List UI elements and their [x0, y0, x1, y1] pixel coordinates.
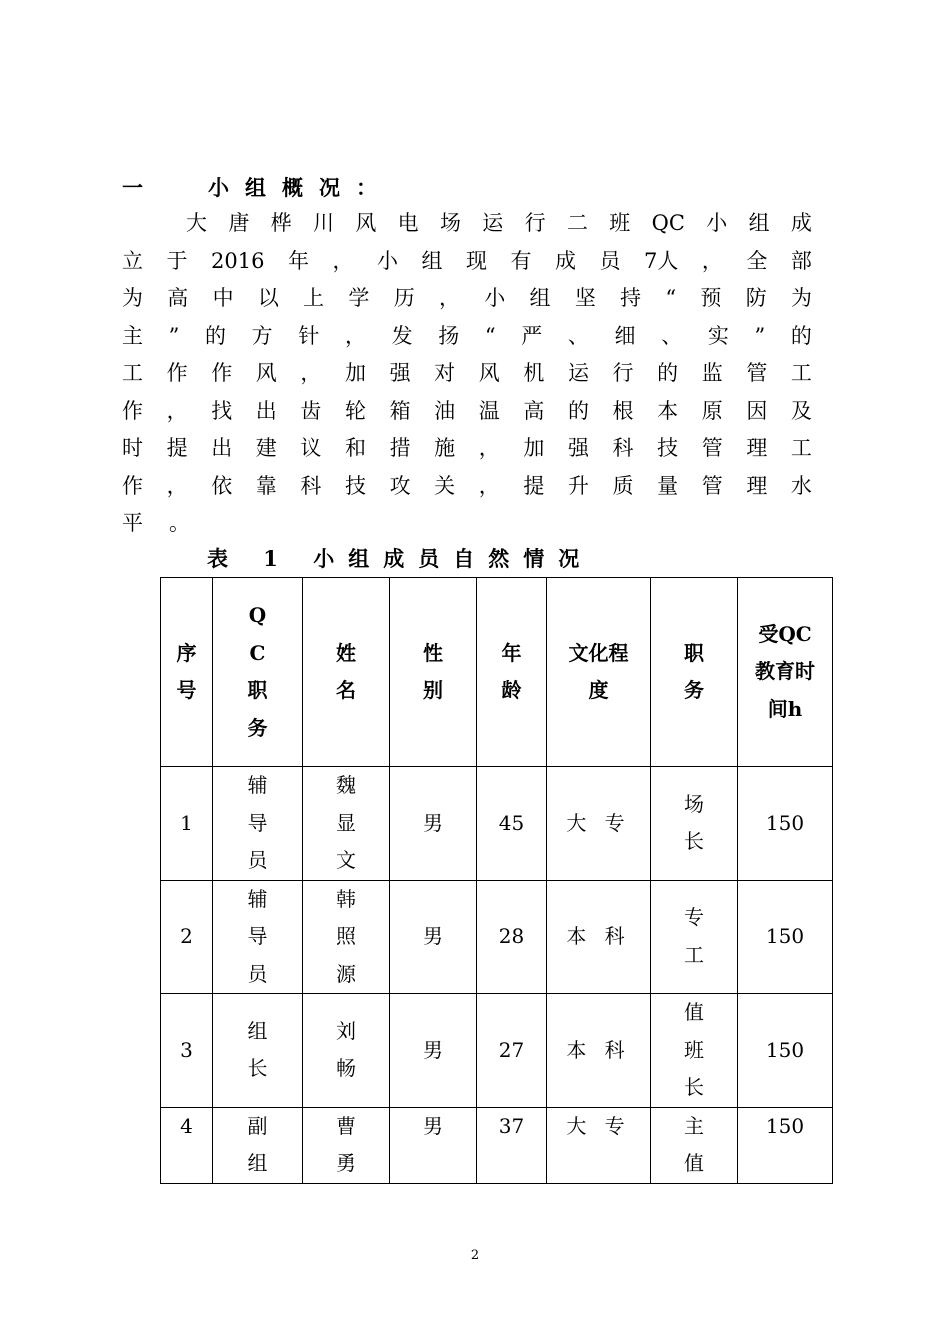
paragraph-token: 量 [657, 473, 679, 498]
paragraph-token: 作 [122, 473, 143, 498]
paragraph-token: 有 [510, 248, 532, 273]
paragraph-token: 年 [287, 248, 309, 273]
paragraph-token: 预 [700, 286, 722, 310]
paragraph-token: 2016 [211, 248, 265, 273]
table-cell [477, 1107, 547, 1183]
paragraph-token: 机 [523, 361, 545, 385]
paragraph-token: 桦 [270, 211, 292, 235]
cell-value: 魏显文 [336, 773, 356, 872]
paragraph-token: 行 [612, 361, 634, 385]
table-cell [477, 994, 547, 1108]
table-row [161, 994, 833, 1108]
paragraph-token: ， [344, 323, 366, 348]
paragraph-token: 齿 [300, 398, 322, 423]
table-cell [547, 767, 651, 881]
paragraph-token: 中 [212, 286, 234, 310]
header-label: QC职务 [247, 603, 268, 740]
paragraph-line [122, 468, 812, 506]
paragraph-token: 加 [523, 436, 545, 460]
paragraph-token: 班 [609, 211, 631, 235]
table-cell [547, 994, 651, 1108]
paragraph-token: 关 [434, 473, 456, 498]
cell-value: 辅导员 [247, 773, 268, 872]
paragraph-token: 大 [186, 211, 207, 235]
table-header-row [161, 578, 833, 767]
table-cell [738, 994, 833, 1108]
table-cell [161, 767, 213, 881]
paragraph-token: 以 [257, 286, 279, 310]
table-header-cell [738, 578, 833, 767]
paragraph-token: ， [300, 361, 322, 385]
paragraph-token: 细 [614, 323, 636, 348]
paragraph-token: 组 [748, 211, 770, 235]
paragraph-token: 强 [389, 361, 411, 385]
cell-value: 值班长 [684, 1000, 704, 1099]
paragraph-token: 针 [298, 323, 320, 348]
paragraph-token: 技 [657, 436, 679, 460]
paragraph-token: 风 [355, 211, 377, 235]
table-cell [390, 1107, 477, 1183]
paragraph-token: 川 [312, 211, 334, 235]
paragraph-token: 坚 [574, 286, 596, 310]
paragraph-token: QC [651, 211, 685, 235]
paragraph-token: 为 [122, 286, 143, 310]
cell-value: 大 专 [566, 1113, 631, 1138]
cell-value: 3 [180, 1037, 193, 1062]
cell-value: 刘畅 [336, 1018, 356, 1081]
paragraph-token: 上 [303, 286, 325, 310]
paragraph-line [122, 205, 812, 243]
header-label: 年龄 [501, 640, 522, 702]
table-cell [303, 767, 390, 881]
cell-value: 组长 [247, 1018, 268, 1081]
paragraph-token: 监 [701, 361, 723, 385]
table-row [161, 1107, 833, 1183]
header-label: 性别 [423, 640, 443, 702]
paragraph-token: 学 [348, 286, 370, 310]
paragraph-token: 提 [523, 473, 545, 498]
paragraph-token: 提 [166, 436, 188, 460]
paragraph-token: ， [332, 248, 354, 273]
cell-value: 本 科 [566, 1037, 631, 1062]
paragraph-token: 全 [746, 248, 768, 273]
members-table [160, 577, 833, 1184]
paragraph-line [122, 393, 812, 431]
paragraph-token: 的 [657, 361, 679, 385]
paragraph-token: 严 [521, 323, 543, 348]
table-cell [738, 880, 833, 994]
table-cell [651, 1107, 738, 1183]
cell-value: 150 [765, 810, 805, 835]
cell-value: 曹勇 [336, 1113, 356, 1175]
paragraph-token: 主 [122, 323, 143, 348]
paragraph-token: 箱 [389, 398, 411, 423]
cell-value: 37 [498, 1113, 525, 1138]
cell-value: 本 科 [566, 924, 631, 948]
table-cell [477, 880, 547, 994]
paragraph-token: 运 [567, 361, 589, 385]
paragraph-line [122, 318, 812, 356]
cell-value: 男 [423, 810, 443, 835]
paragraph-token: 科 [612, 436, 634, 460]
paragraph-token: 二 [566, 211, 588, 235]
paragraph-token: 于 [166, 248, 188, 273]
table-cell [161, 880, 213, 994]
table-cell [390, 994, 477, 1108]
cell-value: 28 [498, 924, 525, 948]
paragraph-token: 作 [166, 361, 188, 385]
paragraph-line [122, 280, 812, 318]
intro-paragraph [122, 205, 812, 543]
table-cell [651, 880, 738, 994]
table-row [161, 880, 833, 994]
paragraph-token: 理 [746, 473, 768, 498]
paragraph-token: 。 [169, 511, 190, 535]
header-label: 序号 [176, 640, 197, 702]
section-title: 小组概况： [208, 175, 393, 200]
paragraph-token: 管 [701, 473, 723, 498]
paragraph-token: 场 [439, 211, 461, 235]
table-cell [213, 1107, 303, 1183]
paragraph-token: 成 [554, 248, 576, 273]
header-label: 文化程度 [568, 640, 629, 702]
paragraph-token: 管 [701, 436, 723, 460]
cell-value: 副组 [247, 1113, 268, 1175]
paragraph-token: 的 [205, 323, 227, 348]
paragraph-token: 议 [300, 436, 322, 460]
paragraph-token: 加 [344, 361, 366, 385]
paragraph-token: 防 [745, 286, 767, 310]
page-number: 2 [470, 1248, 480, 1263]
paragraph-token: 立 [122, 248, 143, 273]
paragraph-token: 小 [484, 286, 506, 310]
paragraph-token: 施 [434, 436, 456, 460]
paragraph-token: 、 [661, 323, 683, 348]
paragraph-token: 科 [300, 473, 322, 498]
table-header-cell [651, 578, 738, 767]
paragraph-token: ， [166, 473, 188, 498]
table-header-cell [161, 578, 213, 767]
section-heading [122, 172, 393, 202]
cell-value: 男 [423, 924, 443, 948]
table-cell [303, 880, 390, 994]
paragraph-token: 的 [567, 398, 589, 423]
cell-value: 150 [765, 924, 805, 948]
table-cell [161, 1107, 213, 1183]
paragraph-token: ” [754, 323, 766, 348]
paragraph-token: 员 [599, 248, 621, 273]
paragraph-token: 方 [251, 323, 273, 348]
table-header-cell [477, 578, 547, 767]
paragraph-token: 出 [211, 436, 233, 460]
header-label: 职务 [684, 640, 704, 702]
paragraph-token: 工 [122, 361, 143, 385]
table-cell [477, 767, 547, 881]
paragraph-token: 部 [790, 248, 812, 273]
cell-value: 4 [180, 1113, 193, 1138]
paragraph-token: 及 [790, 398, 812, 423]
paragraph-line [122, 430, 812, 468]
paragraph-token: 工 [790, 361, 812, 385]
paragraph-token: 技 [344, 473, 366, 498]
table-cell [390, 767, 477, 881]
paragraph-token: 为 [790, 286, 812, 310]
table-row [161, 767, 833, 881]
paragraph-token: ， [701, 248, 723, 273]
paragraph-token: 实 [707, 323, 729, 348]
header-label: 姓名 [336, 640, 356, 702]
paragraph-token: 质 [612, 473, 634, 498]
paragraph-token: 轮 [344, 398, 366, 423]
paragraph-token: 工 [790, 436, 812, 460]
paragraph-token: 对 [434, 361, 456, 385]
table-cell [161, 994, 213, 1108]
paragraph-token: 作 [122, 398, 143, 423]
table-cell [547, 880, 651, 994]
paragraph-token: 唐 [228, 211, 250, 235]
paragraph-token: 靠 [255, 473, 277, 498]
cell-value: 大 专 [566, 810, 631, 835]
paragraph-token: 高 [167, 286, 189, 310]
paragraph-token: 风 [255, 361, 277, 385]
table-cell [651, 767, 738, 881]
table-cell [303, 994, 390, 1108]
paragraph-token: ” [168, 323, 180, 348]
paragraph-token: 措 [389, 436, 411, 460]
paragraph-token: 现 [465, 248, 487, 273]
paragraph-token: 行 [524, 211, 546, 235]
table-header-cell [390, 578, 477, 767]
cell-value: 男 [423, 1037, 443, 1062]
paragraph-token: 理 [746, 436, 768, 460]
cell-value: 主值 [684, 1113, 704, 1175]
paragraph-token: 时 [122, 436, 143, 460]
paragraph-token: “ [484, 323, 496, 348]
paragraph-line [122, 355, 812, 393]
paragraph-token: 高 [523, 398, 545, 423]
table-cell [651, 994, 738, 1108]
paragraph-token: 小 [376, 248, 398, 273]
paragraph-token: ， [478, 473, 500, 498]
paragraph-token: ， [166, 398, 188, 423]
cell-value: 2 [180, 924, 193, 948]
paragraph-token: 扬 [438, 323, 460, 348]
table-cell [547, 1107, 651, 1183]
paragraph-token: 出 [255, 398, 277, 423]
paragraph-token: 运 [482, 211, 504, 235]
table-header-cell [547, 578, 651, 767]
paragraph-token: 电 [397, 211, 419, 235]
paragraph-token: 攻 [389, 473, 411, 498]
paragraph-token: 7人 [643, 248, 679, 273]
paragraph-token: 管 [746, 361, 768, 385]
paragraph-line [122, 505, 812, 543]
paragraph-token: 作 [211, 361, 233, 385]
paragraph-line [122, 243, 812, 281]
cell-value: 场长 [684, 791, 704, 854]
paragraph-token: 组 [421, 248, 443, 273]
cell-value: 专工 [684, 905, 704, 967]
table-cell [303, 1107, 390, 1183]
paragraph-token: 原 [701, 398, 723, 423]
cell-value: 150 [765, 1037, 805, 1062]
paragraph-token: 油 [434, 398, 456, 423]
paragraph-token: 小 [706, 211, 728, 235]
cell-value: 韩照源 [336, 886, 356, 986]
paragraph-token: 和 [344, 436, 366, 460]
table-cell [213, 767, 303, 881]
paragraph-token: 强 [567, 436, 589, 460]
table-cell [213, 880, 303, 994]
cell-value: 45 [498, 810, 525, 835]
paragraph-token: 成 [790, 211, 812, 235]
cell-value: 辅导员 [247, 886, 268, 986]
table-cell [738, 1107, 833, 1183]
table-cell [738, 767, 833, 881]
paragraph-token: 温 [478, 398, 500, 423]
paragraph-token: ， [438, 286, 460, 310]
section-number: 一 [122, 175, 143, 200]
paragraph-token: 依 [211, 473, 233, 498]
paragraph-token: 发 [391, 323, 413, 348]
cell-value: 150 [765, 1113, 805, 1138]
table-header-cell [213, 578, 303, 767]
paragraph-token: 、 [567, 323, 589, 348]
paragraph-token: “ [665, 286, 677, 310]
paragraph-token: 持 [620, 286, 642, 310]
table-cell [213, 994, 303, 1108]
paragraph-token: 升 [567, 473, 589, 498]
table-caption: 表 1 小组成员自然情况 [207, 546, 594, 571]
paragraph-token: 找 [211, 398, 233, 423]
paragraph-token: 因 [746, 398, 768, 423]
paragraph-token: ， [478, 436, 500, 460]
paragraph-token: 的 [790, 323, 812, 348]
header-label: 受QC教育时间h [755, 621, 815, 721]
paragraph-token: 水 [790, 473, 812, 498]
paragraph-token: 本 [657, 398, 679, 423]
paragraph-token: 平 [122, 511, 143, 535]
paragraph-token: 历 [393, 286, 415, 310]
cell-value: 27 [498, 1037, 525, 1062]
cell-value: 1 [180, 810, 193, 835]
table-cell [390, 880, 477, 994]
table-header-cell [303, 578, 390, 767]
cell-value: 男 [423, 1113, 443, 1138]
paragraph-token: 风 [478, 361, 500, 385]
paragraph-token: 建 [255, 436, 277, 460]
paragraph-token: 根 [612, 398, 634, 423]
paragraph-token: 组 [529, 286, 551, 310]
